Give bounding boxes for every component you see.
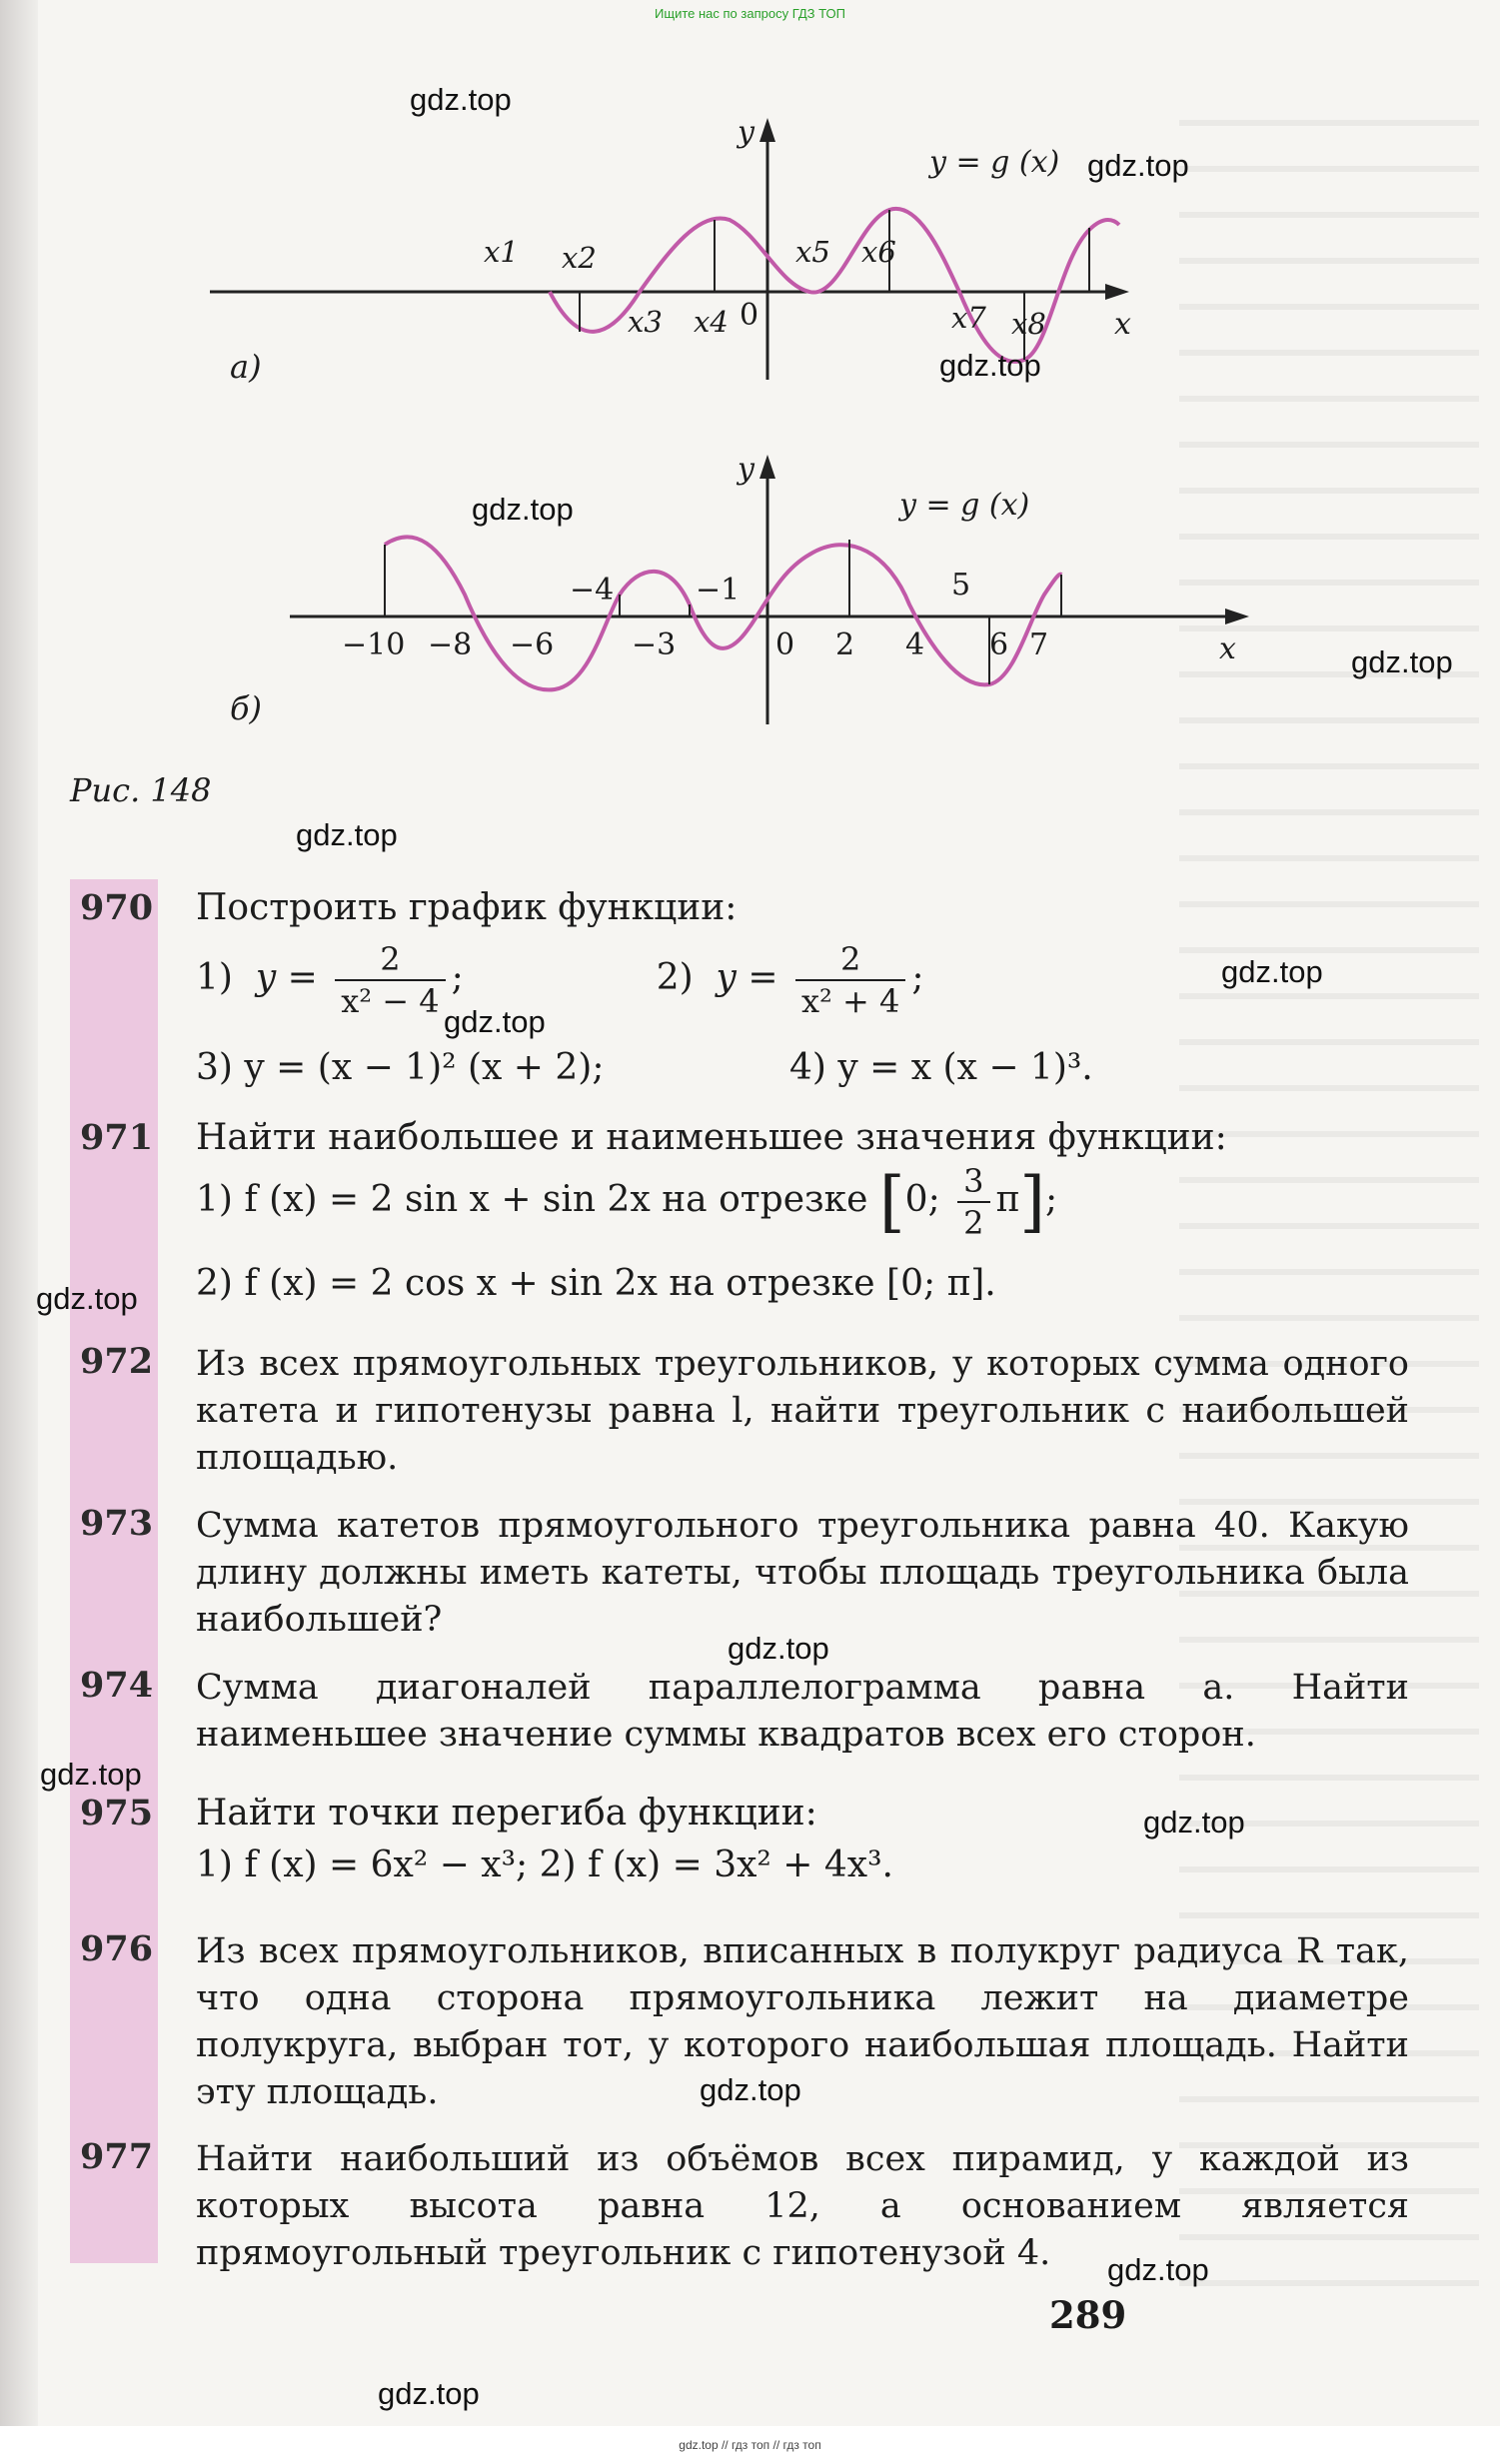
problem-text: Из всех прямоугольников, вписанных в полукруг радиуса R так, что одна сторона прямоугольника лежит на диаметре полукруга, выбран тот, у которого наибольшая площадь. Найти эту площадь.: [196, 1931, 1409, 2112]
watermark: gdz.top: [1107, 2252, 1209, 2287]
graph-a-label: а): [230, 348, 262, 386]
graph-a-point-x2: x2: [562, 241, 597, 275]
page-number: 289: [1049, 2293, 1127, 2337]
graph-a-function-label: y = g (x): [929, 145, 1060, 180]
problem-text: Из всех прямоугольных треугольников, у которых сумма одного катета и гипотенузы равна l, найти треугольник с наибольшей площадью.: [196, 1344, 1409, 1478]
graph-a-origin-label: 0: [740, 298, 759, 333]
watermark: gdz.top: [700, 2072, 801, 2107]
lhs: y =: [716, 957, 778, 998]
graph-b-tick-4: 4: [905, 627, 925, 662]
watermark: gdz.top: [939, 348, 1041, 383]
watermark: gdz.top: [296, 817, 398, 852]
graph-a-point-x7: x7: [951, 301, 986, 335]
graph-b: [200, 445, 1259, 734]
item-1: [196, 939, 923, 1021]
fraction: [335, 939, 445, 1021]
denominator: 2: [963, 1204, 984, 1242]
graph-a-point-x6: x6: [861, 235, 896, 269]
numerator: 2: [795, 939, 905, 981]
problem-title: Построить график функции:: [196, 887, 738, 928]
lhs: y =: [255, 957, 318, 998]
items: 1) f (x) = 6x² − x³; 2) f (x) = 3x² + 4x³.: [196, 1845, 893, 1885]
graph-b-tick-5: 5: [951, 568, 971, 603]
watermark: gdz.top: [1221, 954, 1323, 989]
problem-number: 971: [80, 1117, 154, 1158]
watermark: gdz.top: [410, 82, 512, 117]
watermark: gdz.top: [444, 1004, 546, 1039]
graph-b-tick-neg8: −8: [428, 627, 473, 662]
graph-a-point-x8: x8: [1011, 307, 1046, 341]
graph-a-point-x4: x4: [694, 305, 729, 339]
problem-number: 973: [80, 1503, 154, 1544]
item-label: 2): [656, 957, 694, 998]
problem-number: 974: [80, 1665, 154, 1706]
watermark: gdz.top: [1143, 1805, 1245, 1840]
item-2: 2) f (x) = 2 cos x + sin 2x на отрезке [0; π].: [196, 1263, 996, 1304]
problem-number: 977: [80, 2136, 154, 2177]
graph-b-tick-neg6: −6: [510, 627, 555, 662]
numerator: 3: [957, 1161, 989, 1203]
graph-b-y-axis-label: y: [738, 452, 754, 487]
punct: ;: [911, 957, 924, 998]
watermark: gdz.top: [1087, 148, 1189, 183]
problem-number: 975: [80, 1793, 154, 1834]
graph-b-tick-0: 0: [775, 627, 795, 662]
item-1: [196, 1161, 1057, 1243]
graph-a-y-axis-label: y: [738, 115, 754, 150]
punct: ;: [451, 957, 464, 998]
interval-start: 0;: [904, 1179, 940, 1220]
watermark: gdz.top: [472, 492, 574, 527]
graph-a-point-x5: x5: [795, 235, 830, 269]
denominator: x² + 4: [800, 982, 900, 1020]
fraction: [795, 939, 905, 1021]
graph-b-function-label: y = g (x): [899, 488, 1030, 523]
denominator: x² − 4: [341, 982, 440, 1020]
bracket-right: ]: [1019, 1163, 1045, 1240]
graph-b-label: б): [230, 689, 263, 727]
fraction: [957, 1161, 989, 1243]
watermark: gdz.top: [1351, 644, 1453, 679]
problem-number: 976: [80, 1928, 154, 1969]
problem-number: 970: [80, 887, 154, 928]
figure-caption: Рис. 148: [70, 771, 212, 809]
graph-a-point-x3: x3: [628, 305, 663, 339]
graph-b-tick-neg3: −3: [632, 627, 677, 662]
item-text: 1) f (x) = 2 sin x + sin 2x на отрезке: [196, 1179, 868, 1220]
footer-links: gdz.top // гдз топ // гдз топ: [679, 2438, 821, 2452]
numerator: 2: [335, 939, 445, 981]
graph-a-point-x1: x1: [484, 235, 519, 269]
top-banner: Ищите нас по запросу ГДЗ ТОП: [655, 6, 845, 21]
punct: ;: [1044, 1179, 1058, 1220]
watermark: gdz.top: [728, 1631, 829, 1666]
pi: π: [995, 1179, 1020, 1220]
graph-a-x-axis-label: x: [1114, 307, 1131, 342]
graph-b-tick-7: 7: [1029, 627, 1049, 662]
problem-title: Найти точки перегиба функции:: [196, 1793, 817, 1834]
watermark: gdz.top: [40, 1757, 142, 1792]
graph-b-tick-neg10: −10: [342, 627, 406, 662]
watermark: gdz.top: [36, 1281, 138, 1316]
problem-title: Найти наибольшее и наименьшее значения функции:: [196, 1117, 1227, 1158]
problem-text: Сумма катетов прямоугольного треугольника равна 40. Какую длину должны иметь катеты, чтобы площадь треугольника была наибольшей?: [196, 1506, 1409, 1640]
graph-b-tick-2: 2: [835, 627, 855, 662]
problem-text: Найти наибольший из объёмов всех пирамид, у каждой из которых высота равна 12, а основанием является прямоугольный треугольник с гипотенузой 4.: [196, 2139, 1409, 2273]
graph-b-tick-neg1: −1: [696, 573, 741, 608]
watermark: gdz.top: [378, 2376, 480, 2411]
item-3: 3) y = (x − 1)² (x + 2);: [196, 1047, 605, 1088]
bracket-left: [: [878, 1163, 905, 1240]
graph-b-x-axis-label: x: [1219, 631, 1236, 666]
graph-b-tick-6: 6: [989, 627, 1009, 662]
problem-number: 972: [80, 1341, 154, 1382]
item-4: 4) y = x (x − 1)³.: [789, 1047, 1093, 1088]
problem-text: Сумма диагоналей параллелограмма равна a. Найти наименьшее значение суммы квадратов всех его сторон.: [196, 1668, 1409, 1755]
item-label: 1): [196, 957, 233, 998]
graph-b-tick-neg4: −4: [570, 573, 615, 608]
problem-number-band: [70, 879, 158, 2263]
page-gutter-shadow: [0, 0, 38, 2464]
